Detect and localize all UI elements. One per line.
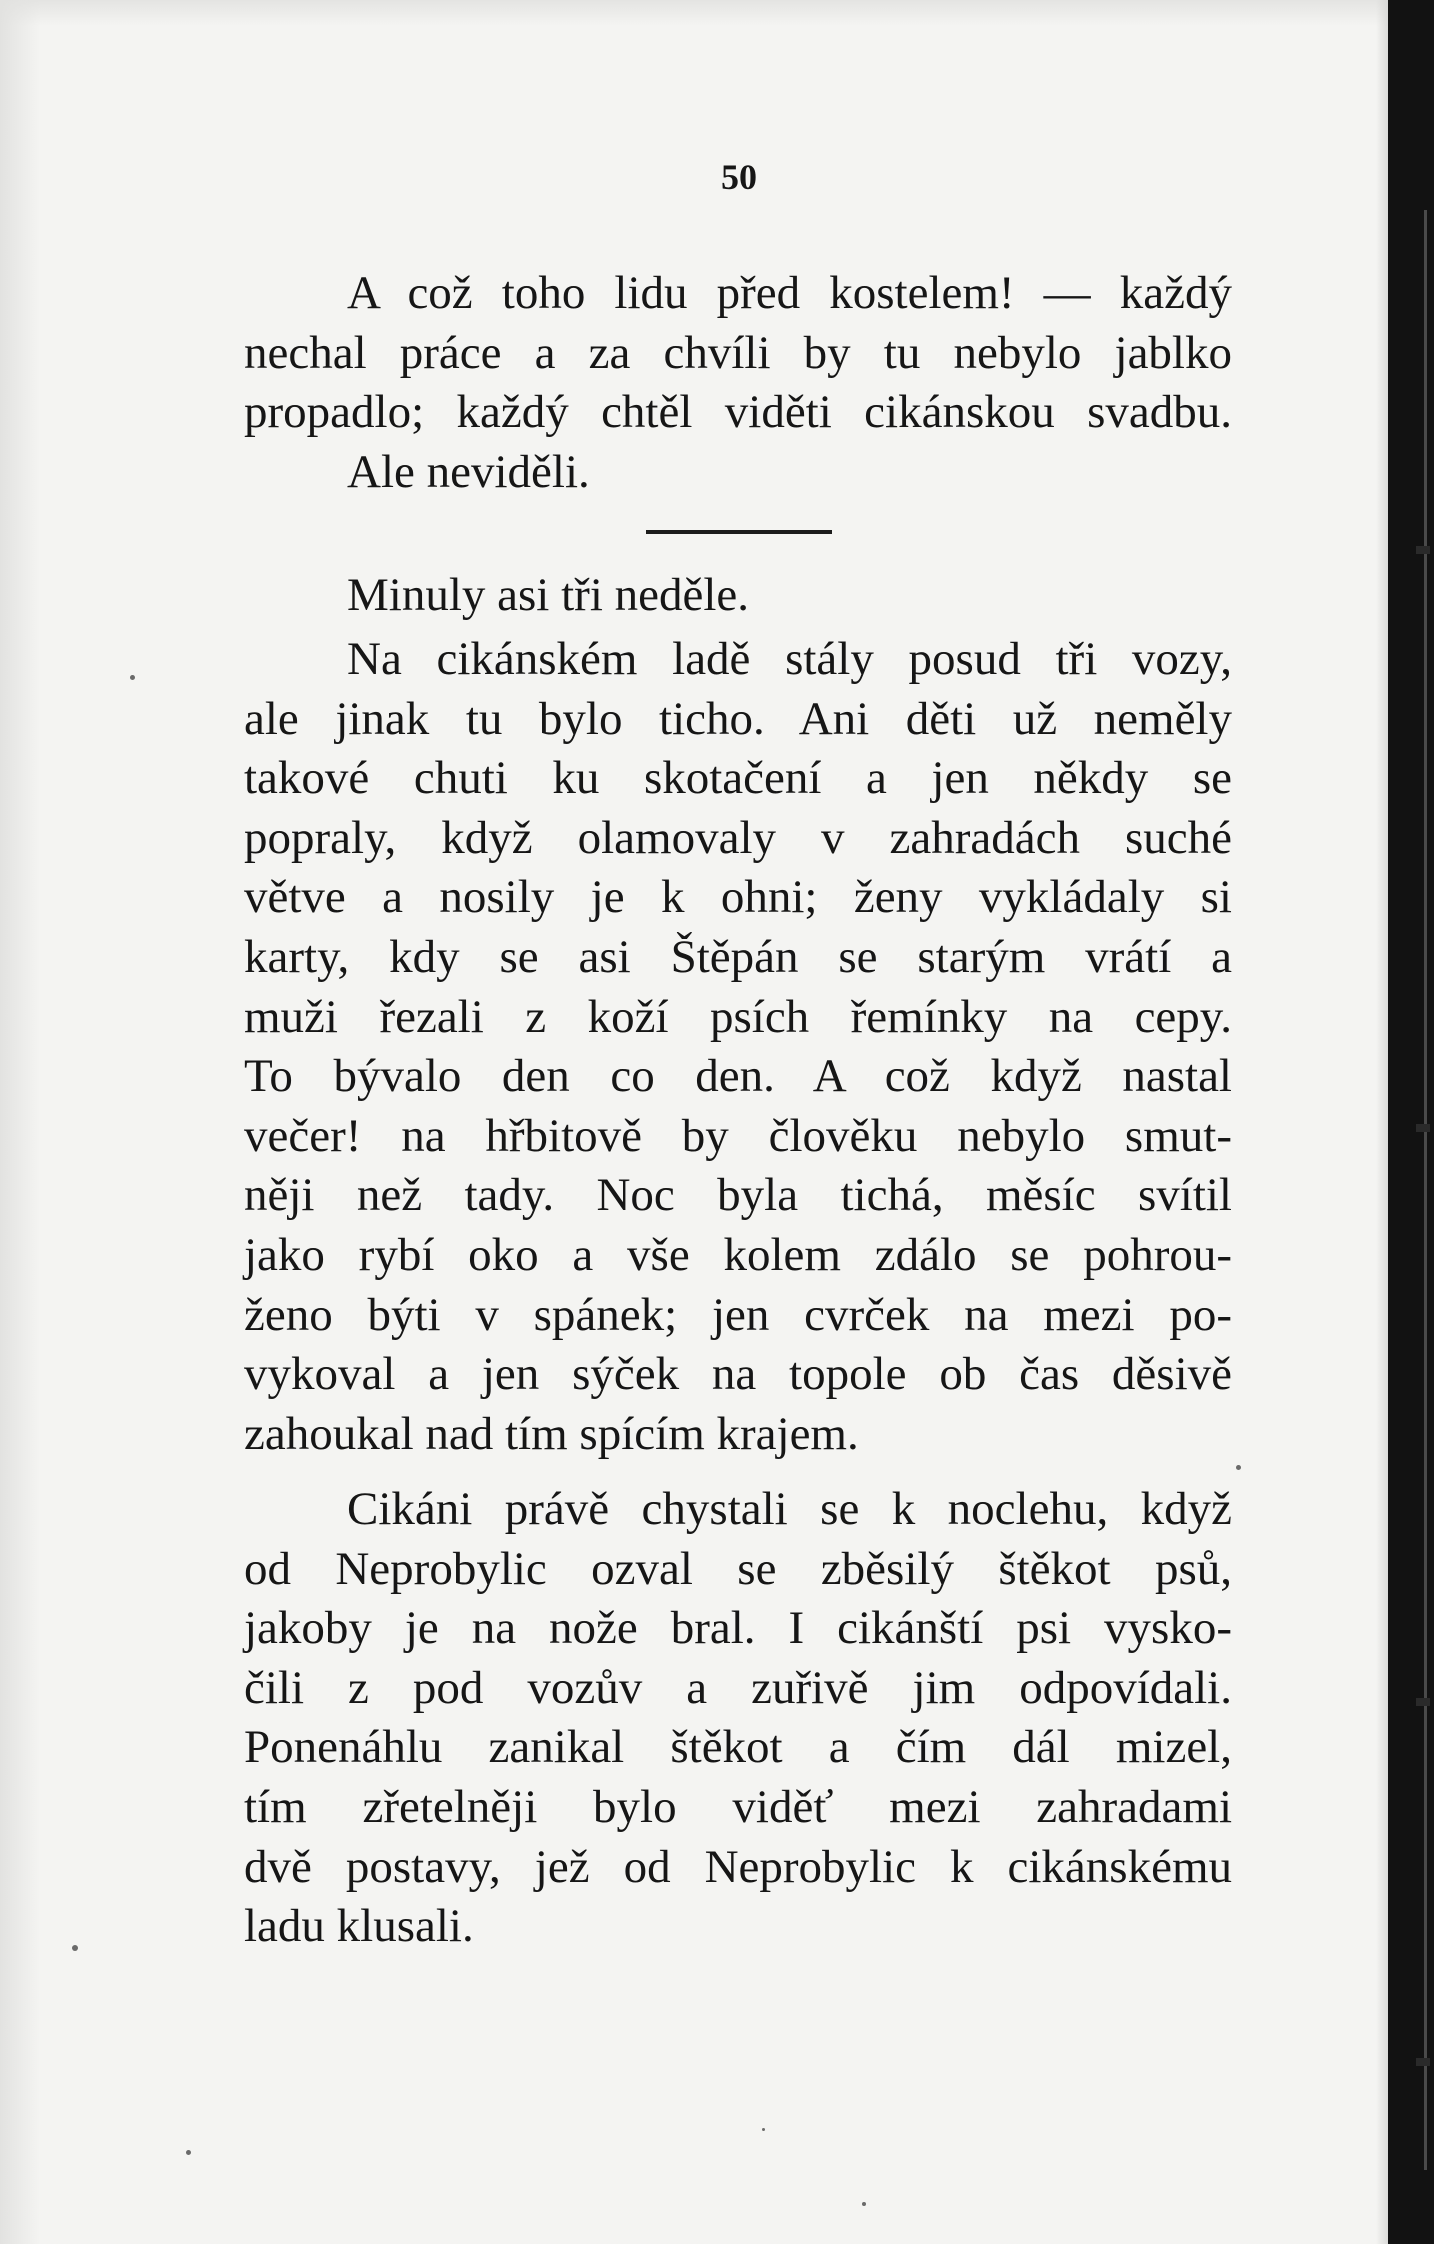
text-line: nechal práce a za chvíli by tu nebylo jablko (244, 326, 1232, 379)
margin-tick (1416, 1124, 1430, 1132)
text-line: tím zřetelněji bylo viděť mezi zahradami (244, 1780, 1232, 1833)
text-line: jakoby je na nože bral. I cikánští psi vysko- (244, 1602, 1232, 1655)
text-line: od Neprobylic ozval se zběsilý štěkot psů, (244, 1542, 1232, 1595)
text-line: jako rybí oko a vše kolem zdálo se pohrou- (244, 1228, 1232, 1281)
text-line: něji než tady. Noc byla tichá, měsíc svítil (244, 1169, 1232, 1222)
paragraph (244, 264, 1232, 502)
text-line: A což toho lidu před kostelem! — každý (347, 267, 1232, 319)
text-line: dvě postavy, jež od Neprobylic k cikánskému (244, 1840, 1232, 1893)
scan-speck (130, 675, 135, 680)
text-line: větve a nosily je k ohni; ženy vykládaly si (244, 871, 1232, 924)
text-line: Minuly asi tři neděle. (347, 569, 750, 621)
margin-rule (1424, 210, 1427, 2170)
text-line: ladu klusali. (244, 1900, 474, 1953)
margin-tick (1416, 546, 1430, 554)
section-separator (646, 530, 832, 534)
scan-speck (762, 2128, 765, 2131)
text-line: popraly, když olamovaly v zahradách suché (244, 811, 1232, 864)
text-line: propadlo; každý chtěl viděti cikánskou svadbu. (244, 386, 1232, 439)
page-number: 50 (721, 157, 757, 197)
paragraph (244, 1480, 1232, 1957)
scan-speck (72, 1945, 78, 1951)
text-line: Na cikánském ladě stály posud tři vozy, (347, 633, 1232, 685)
text-line: muži řezali z koží psích řemínky na cepy. (244, 990, 1232, 1043)
paragraph (244, 630, 1232, 1464)
scan-speck (186, 2150, 191, 2155)
text-line: ženo býti v spánek; jen cvrček na mezi po- (244, 1288, 1232, 1341)
paragraph (244, 566, 1232, 626)
text-line: vykoval a jen sýček na topole ob čas děsivě (244, 1348, 1232, 1401)
scan-edge-top (0, 0, 1434, 26)
scan-speck (862, 2202, 866, 2206)
text-line: karty, kdy se asi Štěpán se starým vrátí a (244, 930, 1232, 983)
margin-tick (1416, 1698, 1430, 1706)
book-binding-edge (1388, 0, 1434, 2244)
text-line: To bývalo den co den. A což když nastal (244, 1050, 1232, 1103)
text-line: takové chuti ku skotačení a jen někdy se (244, 752, 1232, 805)
scan-edge-left (0, 0, 40, 2244)
text-line: ale jinak tu bylo ticho. Ani děti už neměly (244, 692, 1232, 745)
text-line: čili z pod vozův a zuřivě jim odpovídali. (244, 1661, 1232, 1714)
margin-tick (1416, 2058, 1430, 2066)
text-line: zahoukal nad tím spícím krajem. (244, 1407, 859, 1460)
text-line: Ale neviděli. (347, 445, 590, 498)
text-line: Ponenáhlu zanikal štěkot a čím dál mizel, (244, 1721, 1232, 1774)
text-line: večer! na hřbitově by člověku nebylo smut- (244, 1109, 1232, 1162)
scan-speck (1236, 1465, 1241, 1470)
text-line: Cikáni právě chystali se k noclehu, když (347, 1483, 1232, 1535)
